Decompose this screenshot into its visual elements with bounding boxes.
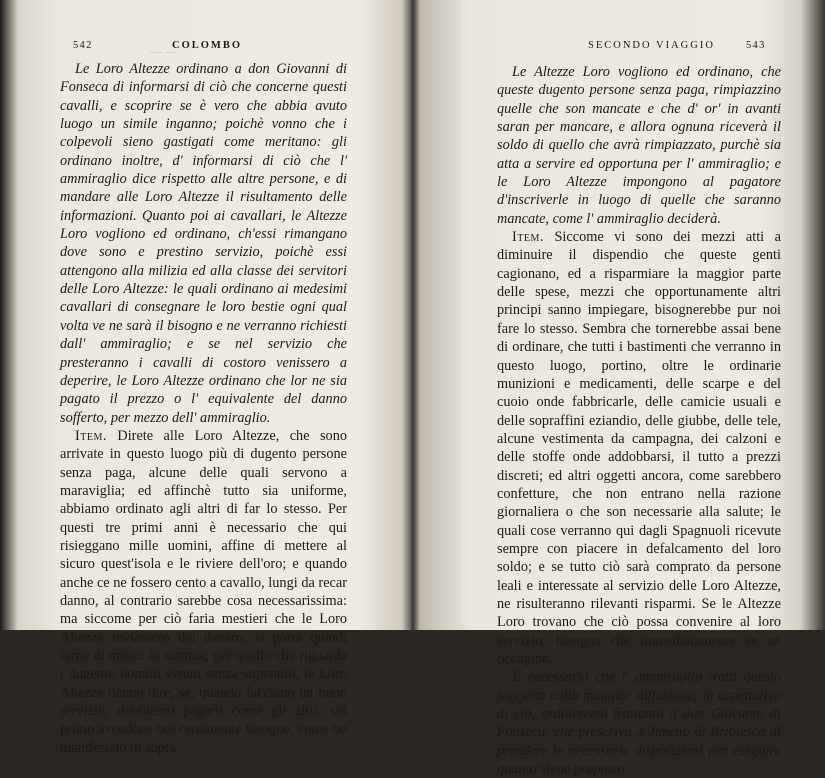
bleed-through-text: — — [150,44,177,58]
paragraph-text: È necessario che l' ammiraglio tratti questo soggetto colla maggior diffusione; in aspettativa di ciò, ordineremo frattanto a don Giovanni di Fonseca, che prescriva a Jimeno di Bribiesca di prendere le necessarie disposizioni per eseguire quanto viene proposto. [497,669,781,778]
page-number: 543 [746,40,766,51]
paragraph [497,228,781,668]
paragraph-text: Le Loro Altezze ordinano a don Giovanni di Fonseca di informarsi di ciò che concerne questi cavalli, e scoprire se è vero che abbia avuto luogo un simile inganno; poichè vonno che i colpevoli sieno gastigati come meritano: gli ordinano inoltre, d' informarsi di ciò che l' ammiraglio dice rispetto alle altre persone, e di mandare alle Loro Altezze il risultamento delle informazioni. Quanto poi ai cavallari, le Altezze Loro vogliono ed ordinano, ch'essi rimangano dove sono e prestino servizio, poichè essi attengono alla milizia ed alla classe dei servitori delle Loro Altezze: le quali ordinano ai medesimi cavallari di consegnare le loro bestie ogni qual volta ve ne sarà il bisogno e ne verranno richiesti dall' ammiraglio; e se nel servizio che presteranno i cavalli di costoro venissero a deperire, le Loro Altezze ordinano che lor ne sia pagato il prezzo o l' equivalente del danno sofferto, per mezzo dell' ammiraglio. [60,61,347,426]
right-page [414,0,825,778]
paragraph-text: Le Altezze Loro vogliono ed ordinano, che queste dugento persone senza paga, rimpiazzino quelle che son mancate e che d' or' in avanti saran per mancare, e allora ognuna riceverà il soldo di quello che avrà rimpiazzato, purchè sia atta a servire ed opportuna per l' ammiraglio; e le Loro Altezze impongono al pagatore d'inscriverle in luogo di quelle che saranno mancate, come l' ammiraglio deciderà. [497,64,781,227]
page-body [60,60,347,757]
page-number: 542 [73,40,93,51]
paragraph [497,668,781,778]
paragraph [60,427,347,757]
item-rubric: Item. [75,427,107,444]
running-head: COLOMBO [172,40,243,51]
left-page [0,0,412,756]
paragraph [60,60,347,427]
running-head: SECONDO VIAGGIO [588,40,715,51]
item-rubric: Item. [512,229,544,246]
paragraph-text: Siccome vi sono dei mezzi atti a diminuire il dispendio che queste genti cagionano, ed a risparmiare la maggior parte delle spese, mezzi che opportunamente altri principi sanno impiegare, bisognerebbe pur noi fare lo stesso. Sembra che tornerebbe assai bene di ordinare, che tutti i bastimenti che verranno in questo luogo, portino, oltre le ordinarie munizioni e medicamenti, delle scarpe e del cuoio onde fabbricarle, delle camicie usuali e delle sopraffini eziandio, delle giubbe, delle tele, alcune vestimenta da campagna, dei calzoni e delle stoffe onde addobbarsi, il tutto a prezzi discreti; ed altri oggetti ancora, come sarebbero confetture, che non entrano nella razione giornaliera o che son necessarie alla salute; le quali cose verranno qui dagli Spagnuoli ricevute sempre con piacere in defalcamento del loro soldo; e se tutto ciò sarà comprato da persone leali e interessate al servizio delle Loro Altezze, ne risulteranno rilevanti risparmi. Se le Altezze Loro trovano che ciò possa convenire al loro servizio, bisogna che immediatamente se ne occupino. [497,229,781,667]
paragraph-text: Direte alle Loro Altezze, che sono arrivate in questo luogo più di dugento persone senza paga, alcune delle quali servono a maraviglia; ed affinchè tutto sia uniforme, abbiamo ordinato agli altri di far lo stesso. Per questi tre primi anni è necessario che qui risieggano mille uomini, affine di mettere al sicuro quest'isola e le riviere dell'oro; e quando anche ce ne fossero cento a cavallo, lungi da recar danno, al contrario sarebbe cosa necessarissima: ma siccome per ciò faria mestieri che le Loro Altezze inviassero del danaro, si potrà quindi farne di meno. In somma, per quello che riguarda i dugento uomini venuti senza stipendio, le Loro Altezze denno dire, se, quando facciano un buon servizio, dobbiamo pagarli come gli altri, sul primo avendone noi certamente bisogno, come ho manifestato di sopra. [60,427,347,756]
paragraph [497,63,781,228]
page-body [497,63,781,778]
